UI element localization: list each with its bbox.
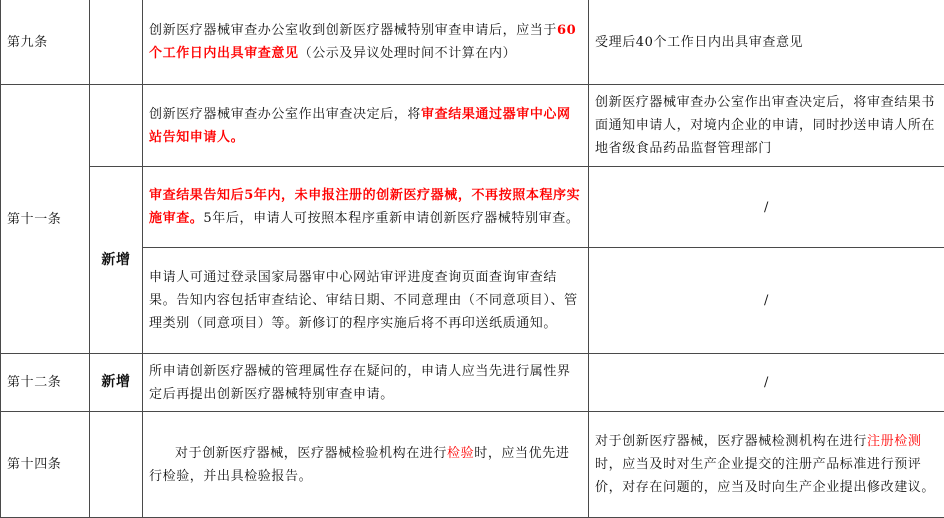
old-text-cell: 受理后40个工作日内出具审查意见 xyxy=(589,0,944,85)
table-row xyxy=(1,0,944,85)
old-text-cell: 创新医疗器械审查办公室作出审查决定后，将审查结果书面通知申请人，对境内企业的申请，同时抄送申请人所在地省级食品药品监督管理部门 xyxy=(589,85,944,167)
article-label: 第九条 xyxy=(1,0,90,85)
new-text-cell: 所申请创新医疗器械的管理属性存在疑问的，申请人应当先进行属性界定后再提出创新医疗器械特别审查申请。 xyxy=(143,354,589,412)
new-text-cell: 对于创新医疗器械，医疗器械检验机构在进行检验时，应当优先进行检验，并出具检验报告。 xyxy=(143,412,589,518)
table-row xyxy=(1,248,944,354)
table-row xyxy=(1,85,944,167)
table-row xyxy=(1,167,944,248)
new-text-cell: 审查结果告知后5年内，未申报注册的创新医疗器械，不再按照本程序实施审查。5年后，申请人可按照本程序重新申请创新医疗器械特别审查。 xyxy=(143,167,589,248)
new-text-cell: 创新医疗器械审查办公室作出审查决定后，将审查结果通过器审中心网站告知申请人。 xyxy=(143,85,589,167)
article-label: 第十四条 xyxy=(1,412,90,518)
tag-cell xyxy=(90,0,143,85)
article-label: 第十一条 xyxy=(1,85,90,354)
old-text-cell: / xyxy=(589,248,944,354)
new-text-cell: 申请人可通过登录国家局器审中心网站审评进度查询页面查询审查结果。告知内容包括审查结论、审结日期、不同意理由（不同意项目）、管理类别（同意项目）等。新修订的程序实施后将不再印送纸质通知。 xyxy=(143,248,589,354)
table-row xyxy=(1,354,944,412)
article-label: 第十二条 xyxy=(1,354,90,412)
old-text-cell: 对于创新医疗器械，医疗器械检测机构在进行注册检测时，应当及时对生产企业提交的注册产品标准进行预评价，对存在问题的，应当及时向生产企业提出修改建议。 xyxy=(589,412,944,518)
new-text-cell: 创新医疗器械审查办公室收到创新医疗器械特别审查申请后，应当于60个工作日内出具审查意见（公示及异议处理时间不计算在内） xyxy=(143,0,589,85)
table-row xyxy=(1,412,944,518)
old-text-cell: / xyxy=(589,167,944,248)
tag-cell xyxy=(90,85,143,167)
new-tag: 新增 xyxy=(90,354,143,412)
new-tag: 新增 xyxy=(90,167,143,354)
tag-cell xyxy=(90,412,143,518)
old-text-cell: / xyxy=(589,354,944,412)
